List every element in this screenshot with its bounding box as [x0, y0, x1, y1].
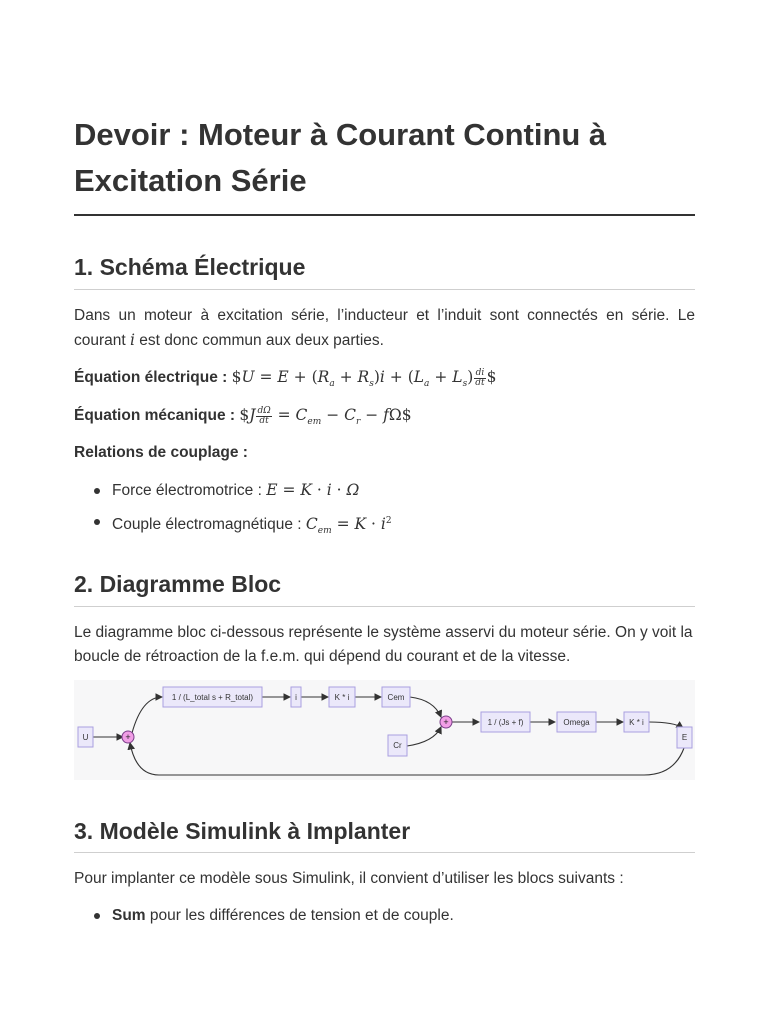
block-u: [78, 727, 93, 747]
wire-sum1-tf1: [132, 697, 162, 733]
sum-junction-1: [122, 731, 134, 743]
svg-text:1 / (L_total s + R_total): 1 / (L_total s + R_total): [171, 693, 254, 702]
block-gain-k-i-2: [624, 712, 649, 732]
current-variable: i: [130, 331, 135, 349]
block-e: [677, 727, 692, 748]
svg-text:U: U: [82, 733, 89, 742]
section-heading-diagram: 2. Diagramme Bloc: [74, 571, 282, 597]
coupling-relations-label: Relations de couplage :: [74, 444, 248, 461]
block-cem: [382, 687, 410, 707]
svg-text:K * i: K * i: [334, 693, 350, 702]
svg-text:+: +: [443, 717, 449, 727]
list-item: Couple électromagnétique : $C_{em} = K \cdot i^2$: [74, 506, 695, 547]
section-divider: [74, 606, 695, 607]
section-heading-simulink: 3. Modèle Simulink à Implanter: [74, 818, 411, 844]
section3-intro: Pour implanter ce modèle sous Simulink, il convient d’utiliser les blocs suivants :: [74, 870, 624, 887]
section1-intro: Dans un moteur à excitation série, l’inducteur et l’induit sont connectés en série. Le courant i est donc commun aux deux parties.: [74, 307, 695, 349]
electrical-equation-formula: $U = $E + (R_a + R_s)i + (L_a + L_s)$ $\frac{di}{dt}$ $: [231, 367, 497, 390]
mechanical-equation-label: Équation mécanique :: [74, 407, 236, 424]
electrical-equation-label: Équation électrique :: [74, 369, 228, 386]
section-heading-schema: 1. Schéma Électrique: [74, 254, 306, 280]
svg-text:i: i: [295, 693, 297, 702]
svg-text:E: E: [681, 733, 688, 742]
block-diagram: [74, 680, 695, 780]
block-transfer-mechanical: [481, 712, 530, 732]
svg-text:Cr: Cr: [393, 741, 402, 750]
section2-intro: Le diagramme bloc ci-dessous représente le système asservi du moteur série. On y voit la boucle de rétroaction de la f.e.m. qui dépend du courant et de la vitesse.: [74, 624, 693, 665]
title-divider: [74, 214, 695, 216]
svg-text:K * i: K * i: [629, 718, 644, 727]
svg-text:+: +: [125, 732, 131, 742]
list-item: Force électromotrice : E = K · i · Ω: [74, 475, 695, 506]
coupling-list: [74, 475, 695, 547]
svg-text:Omega: Omega: [563, 718, 590, 727]
wire-cem-sum2: [410, 697, 441, 717]
svg-text:1 / (Js + f): 1 / (Js + f): [487, 718, 524, 727]
block-diagram-svg: [74, 680, 695, 780]
emf-formula: E = K · i · Ω: [266, 481, 360, 499]
simulink-blocks-list: [74, 900, 695, 931]
sum-junction-2: [440, 716, 452, 728]
block-transfer-electrical: [163, 687, 262, 707]
electrical-equation: [74, 365, 695, 396]
mechanical-equation-formula: $J $\frac{d\Omega}{dt}$ = $C_{em} - C_r$ − fΩ$: [239, 405, 412, 428]
section-divider: [74, 289, 695, 290]
list-item: Sum pour les différences de tension et de couple.: [74, 900, 695, 931]
block-cr: [388, 735, 407, 756]
block-gain-k-i-1: [329, 687, 355, 707]
wire-cr-sum2: [407, 727, 441, 746]
block-current: [291, 687, 301, 707]
block-omega: [557, 712, 596, 732]
section-divider: [74, 852, 695, 853]
torque-formula: $C_{em} = K \cdot i^2$: [305, 515, 392, 537]
page-title: Devoir : Moteur à Courant Continu à Excitation Série: [74, 117, 607, 198]
svg-text:Cem: Cem: [387, 693, 405, 702]
mechanical-equation: [74, 403, 695, 434]
